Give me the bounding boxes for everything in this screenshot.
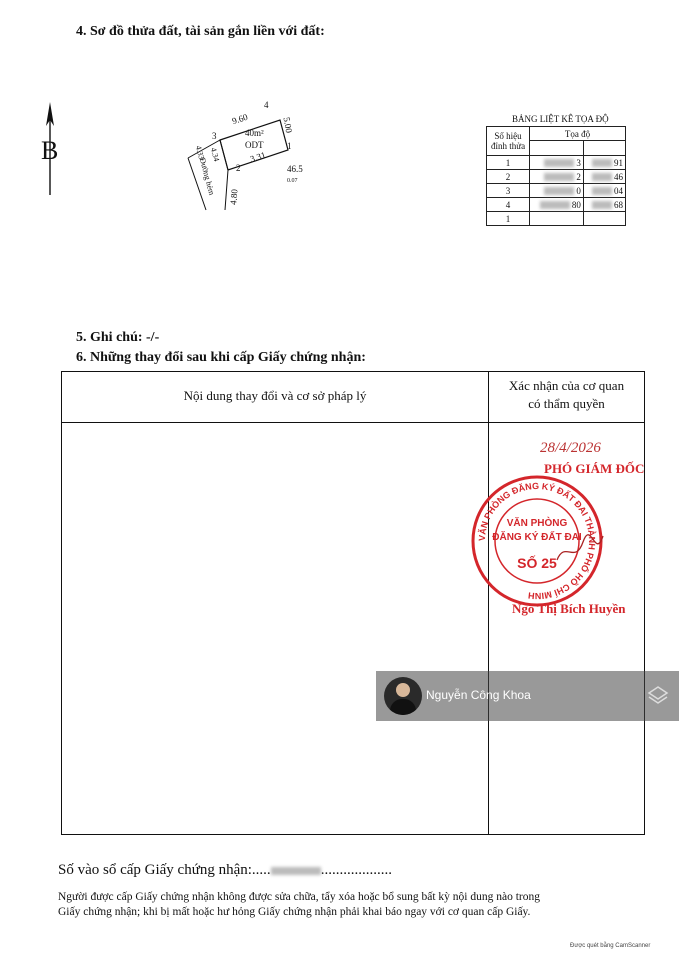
book-number-line: Số vào sổ cấp Giấy chứng nhận:..... ................... bbox=[58, 862, 392, 878]
table-row: 1 3 91 bbox=[487, 156, 626, 170]
stamp-ring-text: VĂN PHÒNG ĐĂNG KÝ ĐẤT ĐAI THÀNH PHỐ HỒ CHÍ MINH bbox=[476, 480, 598, 602]
side-small: 0.07 bbox=[287, 178, 298, 184]
header-vertex: Số hiệu đỉnh thửa bbox=[487, 127, 530, 156]
stamp-line-1: VĂN PHÒNG bbox=[506, 518, 568, 529]
coord-table-header bbox=[487, 127, 626, 141]
road-label: Đường hẻm bbox=[197, 156, 217, 197]
avatar bbox=[384, 677, 422, 715]
corner-3: 3 bbox=[212, 131, 217, 141]
table-row: 3 0 04 bbox=[487, 184, 626, 198]
table-row: 4 80 68 bbox=[487, 198, 626, 212]
notice-line-2: Giấy chứng nhận; khi bị mất hoặc hư hỏng Giấy chứng nhận phải khai báo ngay với cơ quan cấp Giấy. bbox=[58, 906, 531, 918]
corner-1: 1 bbox=[287, 141, 292, 151]
header-coord: Tọa độ bbox=[530, 127, 626, 141]
section-6-title: 6. Những thay đổi sau khi cấp Giấy chứng nhận: bbox=[76, 350, 366, 365]
edge-bottom: 4.80 bbox=[228, 188, 240, 206]
edge-top: 9.60 bbox=[230, 111, 249, 127]
watermark-name: Nguyễn Công Khoa bbox=[426, 688, 531, 702]
stamp-line-2: ĐĂNG KÝ ĐẤT ĐAI bbox=[492, 532, 582, 543]
coord-table-title: BẢNG LIỆT KÊ TỌA ĐỘ bbox=[512, 114, 609, 124]
coord-table bbox=[486, 126, 626, 226]
confirm-position: PHÓ GIÁM ĐỐC bbox=[544, 461, 645, 476]
signer-name: Ngô Thị Bích Huyền bbox=[512, 601, 626, 616]
edge-right: 5.00 bbox=[281, 116, 295, 134]
signature-scribble bbox=[555, 530, 605, 570]
changes-col-confirm-line1: Xác nhận của cơ quan bbox=[508, 378, 625, 393]
logo-icon bbox=[646, 684, 670, 708]
table-row: 1 bbox=[487, 212, 626, 226]
corner-2: 2 bbox=[236, 163, 241, 173]
section-5-title: 5. Ghi chú: -/- bbox=[76, 330, 160, 345]
side-number: 46.5 bbox=[287, 164, 303, 174]
edge-left-b: 4.34 bbox=[208, 146, 222, 163]
changes-col-content: Nội dung thay đổi và cơ sở pháp lý bbox=[183, 388, 367, 403]
edge-left-a: 4.33 bbox=[193, 144, 207, 161]
compass-label: B bbox=[41, 136, 59, 165]
plot-use-code: ODT bbox=[245, 140, 264, 150]
scanner-credit: Được quét bằng CamScanner bbox=[570, 943, 651, 949]
changes-col-confirm-line2: có thẩm quyền bbox=[528, 396, 605, 411]
confirm-date: 28/4/2026 bbox=[540, 440, 601, 456]
corner-4: 4 bbox=[264, 100, 269, 110]
plot-area: 40m² bbox=[245, 128, 264, 138]
table-row: 2 2 46 bbox=[487, 170, 626, 184]
notice-line-1: Người được cấp Giấy chứng nhận không được sửa chữa, tẩy xóa hoặc bổ sung bất kỳ nội dung nào trong bbox=[58, 891, 540, 903]
section-4-title: 4. Sơ đồ thửa đất, tài sản gắn liền với đất: bbox=[76, 24, 325, 39]
watermark-banner bbox=[376, 671, 679, 721]
stamp-line-3: SỐ 25 bbox=[517, 555, 557, 571]
edge-bottom-inner: 3.31 bbox=[248, 149, 267, 165]
